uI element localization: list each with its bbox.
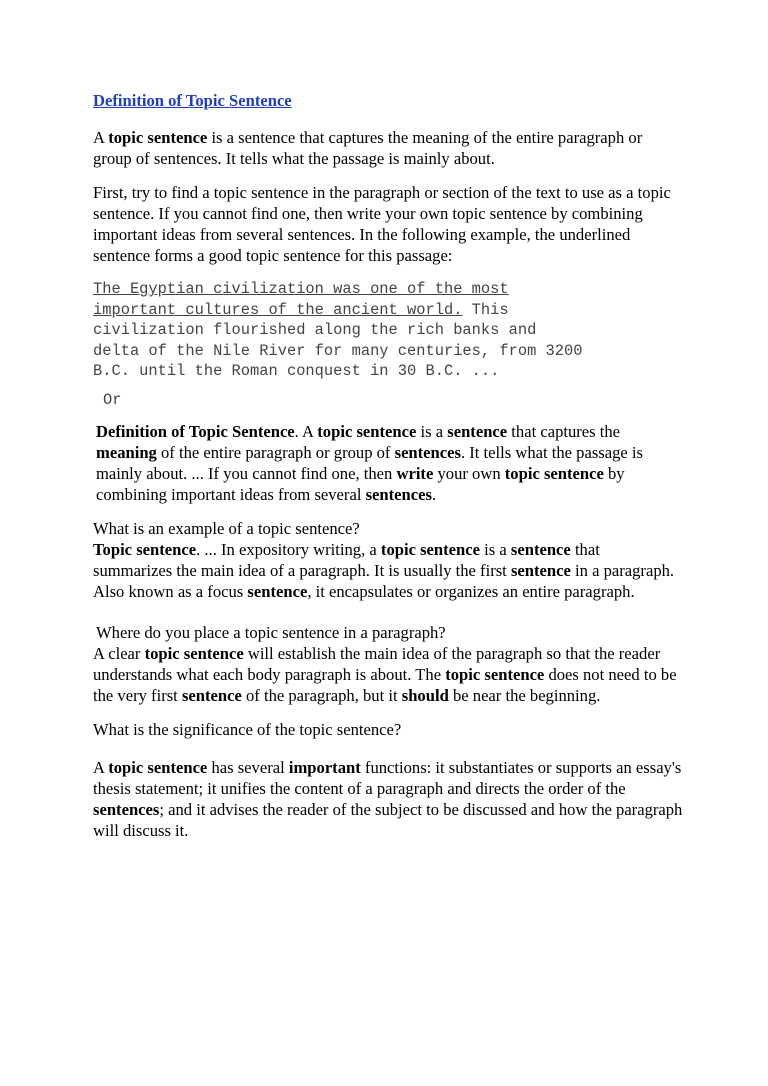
text-run: will establish the main idea of the paragraph so that the reader understands what each body paragraph is about. The [93,643,661,684]
answer-3 [93,757,683,841]
question-2: Where do you place a topic sentence in a paragraph? [96,622,446,642]
bold-term: sentence [510,539,571,559]
text-run: functions: it substantiates or supports an essay's thesis statement; it unifies the content of a paragraph and directs the order of the [93,757,682,798]
text-run: A [93,757,109,777]
bold-term: sentences [365,484,432,504]
bold-term: sentence [247,581,308,601]
text-run: your own [433,463,505,483]
bold-term: topic sentence [317,421,417,441]
placement-qa [93,622,683,706]
bold-term: topic sentence [445,664,545,684]
example-line-2-rest: This [462,300,509,319]
bold-term: sentences [93,799,160,819]
definition-paragraph [93,127,683,169]
instruction-paragraph: First, try to find a topic sentence in the paragraph or section of the text to use as a topic sentence. If you cannot find one, then write your own topic sentence by combining important ideas from several sentences. In the following example, the underlined sentence forms a good topic sentence for this passage: [93,183,671,265]
answer-1 [93,539,683,602]
document-title: Definition of Topic Sentence [93,91,292,110]
bold-term: Definition of Topic Sentence [96,421,295,441]
bold-term: write [396,463,434,483]
question-3: What is the significance of the topic sentence? [93,719,402,739]
example-qa [93,518,683,602]
definition-paragraph-2 [93,421,683,505]
text-run: has several [207,757,289,777]
bold-term: topic sentence [108,128,208,147]
text-run: is a [480,539,511,559]
example-line-4: delta of the Nile River for many centuries, from 3200 [93,341,583,360]
example-passage [93,279,683,382]
text-run: , it encapsulates or organizes an entire paragraph. [307,581,635,601]
question-1: What is an example of a topic sentence? [93,518,360,538]
bold-term: important [288,757,361,777]
bold-term: topic sentence [380,539,480,559]
bold-term: meaning [96,442,157,462]
text-run: . [431,484,437,504]
text-run: that captures the [507,421,621,441]
text-run: ; and it advises the reader of the subject to be discussed and how the paragraph will discuss it. [93,799,683,840]
text-run: of the paragraph, but it [241,685,402,705]
or-separator: Or [103,390,122,409]
bold-term: should [401,685,449,705]
document-page [93,90,683,854]
text-run: A clear [93,643,145,663]
bold-term: topic sentence [108,757,208,777]
text-run: . It tells what the passage is mainly about. ... If you cannot find one, then [96,442,643,483]
text-run: . A [294,421,318,441]
bold-term: sentences [394,442,461,462]
bold-term: topic sentence [504,463,604,483]
bold-term: sentence [510,560,571,580]
example-line-1: The Egyptian civilization was one of the most [93,280,509,298]
text-run: . ... In expository writing, a [196,539,381,559]
example-line-2-underlined: important cultures of the ancient world. [93,300,463,319]
answer-2 [93,643,683,706]
example-line-3: civilization flourished along the rich banks and [93,321,537,339]
example-line-5: B.C. until the Roman conquest in 30 B.C. ... [93,362,500,380]
text-run: is a [416,421,448,441]
text-run: that summarizes the main idea of a paragraph. It is usually the first [93,539,600,580]
bold-term: topic sentence [144,643,244,663]
text-run: by combining important ideas from several [96,463,625,504]
text-run: does not need to be the very first [93,664,677,705]
text-run: be near the beginning. [448,685,601,705]
text-run: is a sentence that captures the meaning of the entire paragraph or group of sentences. It tells what the passage is mainly about. [93,128,643,168]
bold-term: sentence [181,685,242,705]
text-run: of the entire paragraph or group of [156,442,395,462]
text-run: in a paragraph. Also known as a focus [93,560,675,601]
bold-term: Topic sentence [93,539,197,559]
text-run: A [93,128,109,147]
bold-term: sentence [447,421,508,441]
